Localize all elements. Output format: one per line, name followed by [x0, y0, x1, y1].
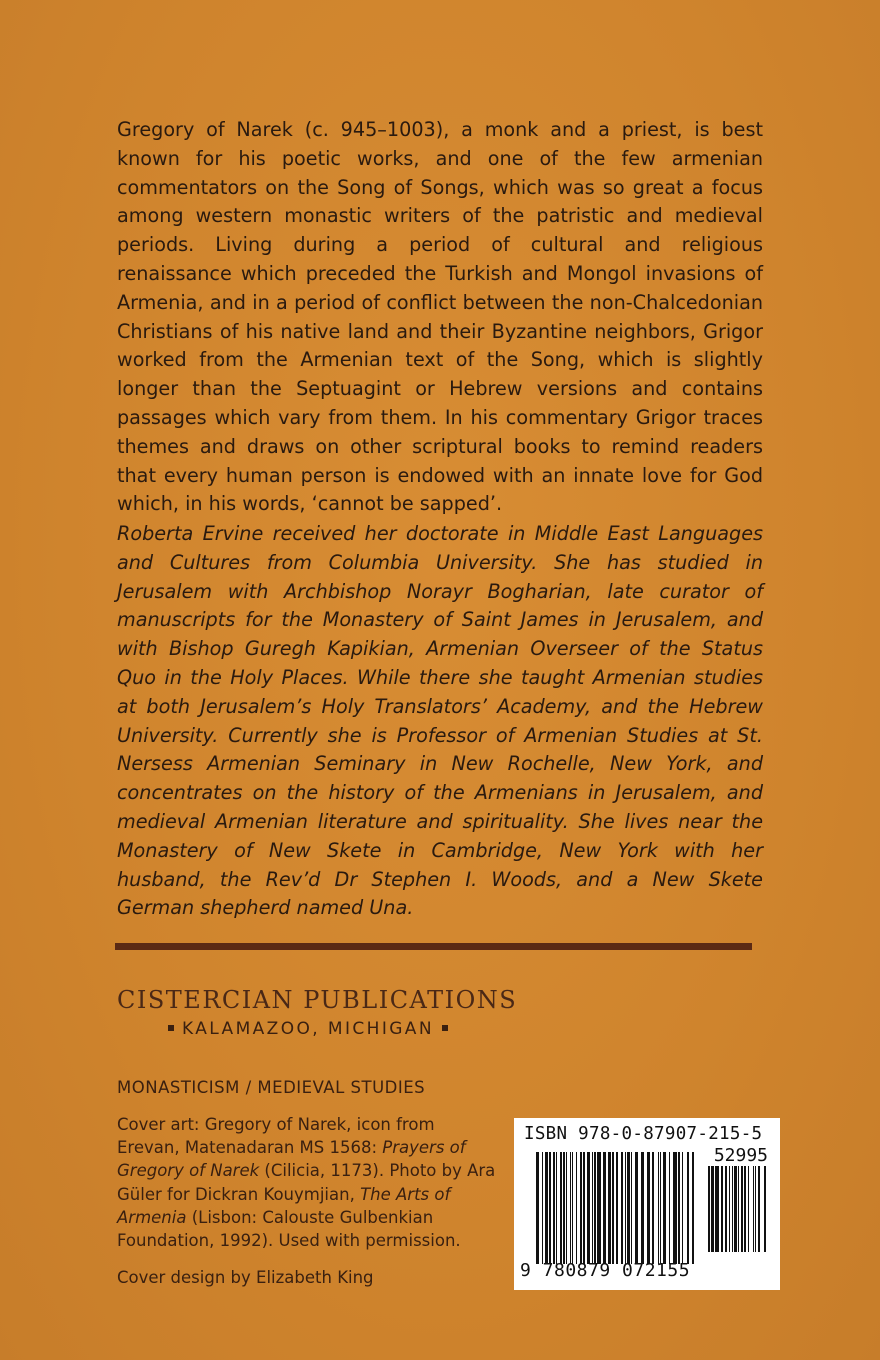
price-barcode-bars	[708, 1166, 768, 1252]
barcode-bar	[576, 1152, 577, 1264]
barcode-bar	[616, 1152, 618, 1264]
barcode-bar	[572, 1152, 573, 1264]
barcode-bar	[597, 1152, 601, 1264]
barcode-bar	[603, 1152, 606, 1264]
book-description: Gregory of Narek (c. 945–1003), a monk and a priest, is best known for his poetic works, and one of the few armenian commentators on the Song of Songs, which was so great a focus among western monastic writers of the patristic and medieval periods. Living during a period of cultural and religious renaissance which preceded the Turkish and Mongol invasions of Armenia, and in a period of conflict between the non-Chalcedonian Christians of his native land and their Byzantine neighbors, Grigor worked from the Armenian text of the Song, which is slightly longer than the Septuagint or Hebrew versions and contains passages which vary from them. In his commentary Grigor traces themes and draws on other scriptural books to remind readers that every human person is endowed with an innate love for God which, in his words, ‘cannot be sapped’.	[117, 118, 763, 516]
barcode-bar	[741, 1166, 743, 1252]
barcode-bar	[580, 1152, 582, 1264]
credit-text: (Cilicia, 1173). Photo by Ara Güler for Dickran Kouymjian,	[117, 1161, 496, 1204]
barcode-bar	[570, 1152, 571, 1264]
price-code-text: 52995	[713, 1145, 768, 1166]
barcode-bar	[542, 1152, 543, 1264]
barcode-bar	[734, 1166, 737, 1252]
barcode-bar	[738, 1166, 739, 1252]
barcode-bar	[729, 1166, 730, 1252]
bullet-icon	[442, 1025, 448, 1031]
barcode-bar	[753, 1166, 754, 1252]
barcode-bar	[708, 1166, 710, 1252]
barcode-bar	[560, 1152, 562, 1264]
barcode-bar	[755, 1166, 756, 1252]
publisher-location-text: KALAMAZOO, MICHIGAN	[182, 1019, 434, 1039]
barcode-bar	[715, 1166, 719, 1252]
publisher-name: CISTERCIAN PUBLICATIONS	[117, 986, 518, 1014]
barcode-bar	[592, 1152, 593, 1264]
barcode-bar	[732, 1166, 733, 1252]
barcode-bar	[627, 1152, 630, 1264]
barcode-bar	[594, 1152, 596, 1264]
barcode-bar	[682, 1152, 683, 1264]
barcode-bar	[647, 1152, 650, 1264]
barcode-bar	[725, 1166, 727, 1252]
credit-title: The Arts of Armenia	[117, 1184, 451, 1227]
isbn-barcode	[514, 1118, 780, 1290]
barcode-bar	[641, 1152, 644, 1264]
bullet-icon	[168, 1025, 174, 1031]
credit-title: Prayers of Gregory of Narek	[117, 1138, 466, 1181]
barcode-bar	[758, 1166, 760, 1252]
barcode-bar	[556, 1152, 557, 1264]
barcode-bar	[658, 1152, 659, 1264]
barcode-bar	[663, 1152, 666, 1264]
barcode-bar	[625, 1152, 626, 1264]
barcode-bar	[566, 1152, 567, 1264]
barcode-bar	[587, 1152, 590, 1264]
barcode-bar	[549, 1152, 551, 1264]
barcode-bar	[652, 1152, 654, 1264]
cover-art-credit	[117, 1113, 497, 1252]
credit-text: Cover art: Gregory of Narek, icon from Erevan, Matenadaran MS 1568:	[117, 1115, 435, 1158]
barcode-bar	[744, 1166, 746, 1252]
barcode-bar	[631, 1152, 632, 1264]
credit-text: (Lisbon: Calouste Gulbenkian Foundation, 1992). Used with permission.	[117, 1207, 461, 1251]
ean-barcode-bars	[536, 1152, 696, 1264]
barcode-bar	[764, 1166, 766, 1252]
barcode-bar	[545, 1152, 548, 1264]
barcode-bar	[608, 1152, 611, 1264]
barcode-bar	[678, 1152, 680, 1264]
barcode-bar	[536, 1152, 539, 1264]
barcode-bar	[687, 1152, 689, 1264]
barcode-bar	[673, 1152, 677, 1264]
author-biography: Roberta Ervine received her doctorate in Middle East Languages and Cultures from Columbia University. She has studied in Jerusalem with Archbishop Norayr Bogharian, late curator of manuscripts for the Monastery of Saint James in Jerusalem, and with Bishop Guregh Kapikian, Armenian Overseer of the Status Quo in the Holy Places. While there she taught Armenian studies at both Jerusalem’s Holy Translators’ Academy, and the Hebrew University. Currently she is Professor of Armenian Studies at St. Nersess Armenian Seminary in New Rochelle, New York, and concentrates on the history of the Armenians in Jerusalem, and medieval Armenian literature and spirituality. She lives near the Monastery of New Skete in Cambridge, New York with her husband, the Rev’d Dr Stephen I. Woods, and a New Skete German shepherd named Una.	[117, 522, 763, 920]
subject-category: MONASTICISM / MEDIEVAL STUDIES	[117, 1078, 426, 1097]
barcode-bar	[660, 1152, 661, 1264]
barcode-bar	[612, 1152, 614, 1264]
barcode-bar	[669, 1152, 670, 1264]
divider-rule	[115, 943, 752, 950]
barcode-bar	[563, 1152, 565, 1264]
barcode-bar	[711, 1166, 714, 1252]
isbn-text: ISBN 978-0-87907-215-5	[524, 1124, 763, 1144]
barcode-bar	[583, 1152, 585, 1264]
barcode-bar	[635, 1152, 638, 1264]
ean-number-text: 9 780879 072155	[520, 1260, 691, 1281]
barcode-bar	[721, 1166, 723, 1252]
cover-design-credit: Cover design by Elizabeth King	[117, 1268, 374, 1287]
barcode-bar	[692, 1152, 694, 1264]
barcode-bar	[748, 1166, 749, 1252]
publisher-location	[160, 1019, 456, 1039]
barcode-bar	[621, 1152, 623, 1264]
barcode-bar	[553, 1152, 555, 1264]
